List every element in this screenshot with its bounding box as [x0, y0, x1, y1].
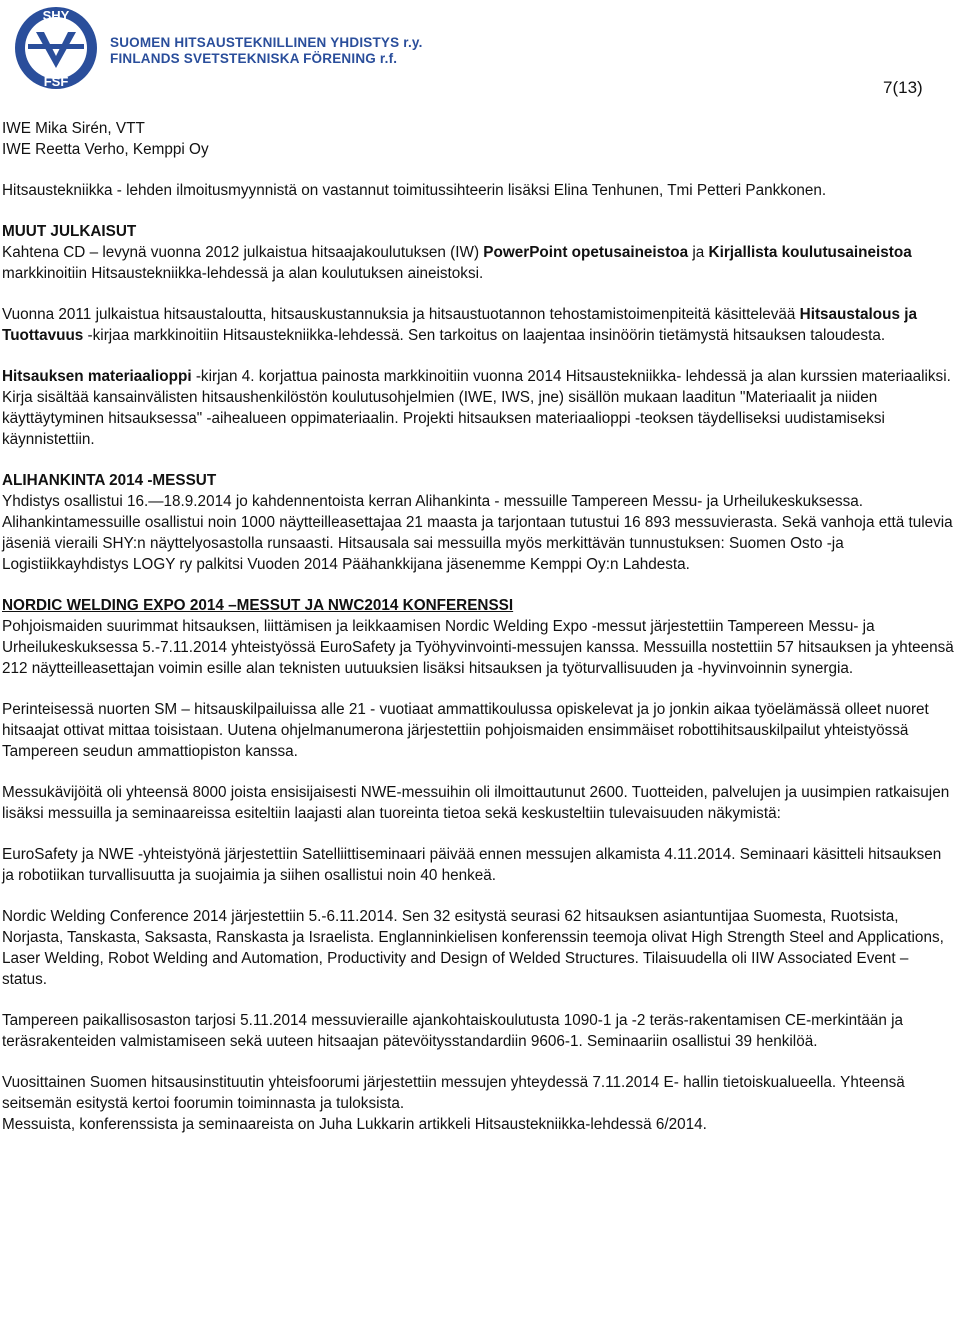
name-line-1: IWE Mika Sirén, VTT: [2, 120, 145, 137]
nordic-paragraph-1: Pohjoismaiden suurimmat hitsauksen, liittämisen ja leikkaamisen Nordic Welding Expo -messut järjestettiin Tampereen Messu- ja Urheilukeskuksessa 5.-7.11.2014 yhteistyössä EuroSafety ja Työhyvinvointi-messujen kanssa. Messuilla nostettiin 57 hitsauksen ja yhteensä 212 näytteilleasettajan voimin esille alan teknisten uutuuksien lisäksi hitsauksen ja työturvallisuuden ja -hyvinvoinnin synergia.: [2, 618, 954, 677]
muut-p1-text-c: ja: [688, 244, 709, 261]
nordic-paragraph-2: Perinteisessä nuorten SM – hitsauskilpailuissa alle 21 - vuotiaat ammattikoulussa opiskelevat ja jo jonkin aikaa työelämässä olleet nuoret hitsaajat ottivat mittaa toisistaan. Uutena ohjelmanumerona järjestettiin pohjoismaiden ensimmäiset robottihitsauskilpailut yhteistyössä Tampereen seudun ammattiopiston kanssa.: [2, 701, 929, 760]
muut-p2-text-a: Vuonna 2011 julkaistua hitsaustaloutta, hitsauskustannuksia ja hitsaustuotannon tehostamistoimenpiteitä käsittelevää: [2, 306, 800, 323]
logo-bottom-text: FSF: [43, 74, 69, 89]
muut-p3-text-b: -kirjan 4. korjattua painosta markkinoitiin vuonna 2014 Hitsaustekniikka- lehdessä ja alan kurssien materiaaliksi. Kirja sisältää kansainvälisten hitsaushenkilöstön koulutusohjelmien (IWE, IWS, jne) sisällön mukaan laaditun "Materiaalit ja niiden käyttäytyminen hitsauksessa" -aihealueen oppimateriaalin. Projekti hitsauksen materiaalioppi -teoksen täydelliseksi uudistamiseksi käynnistettiin.: [2, 368, 951, 448]
muut-paragraph-1: [2, 221, 957, 284]
muut-paragraph-3: [2, 366, 957, 450]
alihankinta-text: Yhdistys osallistui 16.—18.9.2014 jo kahdennentoista kerran Alihankinta - messuille Tampereen Messu- ja Urheilukeskuksessa. Alihankintamessuille osallistui noin 1000 näytteilleasettajaa 21 maasta ja tarjontaan tutustui 16 893 messuvierasta. Sekä vanhoja että tulevia jäseniä vieraili SHY:n näyttelyosastolla runsaasti. Hitsausala sai messuilla myös merkittävän tunnustuksen: Suomen Osto -ja Logistiikkayhdistys LOGY ry palkitsi Vuoden 2014 Päähankkijana jäsenemme Kemppi Oy:n Lahdesta.: [2, 493, 953, 573]
nordic-paragraph-4: EuroSafety ja NWE -yhteistyönä järjestettiin Satelliittiseminaari päivää ennen messujen alkamista 4.11.2014. Seminaari käsitteli hitsauksen ja robotiikan turvallisuutta ja suojaimia ja siihen osallistui noin 40 henkeä.: [2, 846, 942, 884]
muut-paragraph-2: [2, 304, 957, 346]
org-name-fi: SUOMEN HITSAUSTEKNILLINEN YHDISTYS r.y.: [110, 35, 423, 50]
names-block: [2, 118, 957, 160]
ads-paragraph: Hitsaustekniikka - lehden ilmoitusmyynnistä on vastannut toimitussihteerin lisäksi Elina Tenhunen, Tmi Petteri Pankkonen.: [2, 182, 827, 199]
materiaalioppi-title: Hitsauksen materiaalioppi: [2, 368, 192, 385]
alihankinta-section: [2, 470, 957, 575]
nordic-paragraph-7b: Messuista, konferenssista ja seminaareista on Juha Lukkarin artikkeli Hitsaustekniikka-lehdessä 6/2014.: [2, 1116, 707, 1133]
name-line-2: IWE Reetta Verho, Kemppi Oy: [2, 141, 209, 158]
nordic-paragraph-7: [2, 1072, 957, 1135]
organization-name: [110, 35, 423, 67]
muut-p1-text-a: Kahtena CD – levynä vuonna 2012 julkaistua hitsaajakoulutuksen (IW): [2, 244, 484, 261]
powerpoint-title: PowerPoint opetusaineistoa: [483, 244, 689, 261]
logo-top-text: SHY: [42, 8, 70, 23]
page-header: [0, 0, 960, 100]
muut-p2-text-c: -kirjaa markkinoitiin Hitsaustekniikka-lehdessä. Sen tarkoitus on laajentaa insinöörin tietämystä hitsauksen taloudesta.: [83, 327, 886, 344]
org-name-sv: FINLANDS SVETSTEKNISKA FÖRENING r.f.: [110, 51, 398, 66]
muut-heading: MUUT JULKAISUT: [2, 223, 137, 240]
page-number: 7(13): [883, 78, 923, 97]
kirjallista-title: Kirjallista koulutusaineistoa: [708, 244, 912, 261]
nordic-section: [2, 595, 957, 679]
shy-logo-icon: [8, 4, 104, 92]
document-body: [2, 118, 957, 1135]
alihankinta-heading: ALIHANKINTA 2014 -MESSUT: [2, 472, 217, 489]
nordic-paragraph-3: Messukävijöitä oli yhteensä 8000 joista ensisijaisesti NWE-messuihin oli ilmoittautunut 2600. Tuotteiden, palvelujen ja uusimpien ratkaisujen lisäksi messuilla ja seminaareissa esiteltiin laajasti alan tuoreinta tietoa sekä keskusteltiin tulevaisuuden näkymistä:: [2, 784, 950, 822]
hitsaustalous-title: Hitsaustalous ja Tuottavuus: [2, 306, 917, 344]
nordic-paragraph-7a: Vuosittainen Suomen hitsausinstituutin yhteisfoorumi järjestettiin messujen yhteydessä 7.11.2014 E- hallin tietoiskualueella. Yhteensä seitsemän esitystä kertoi foorumin toiminnasta ja tuloksista.: [2, 1074, 905, 1112]
nordic-paragraph-6: Tampereen paikallisosaston tarjosi 5.11.2014 messuvieraille ajankohtaiskoulutusta 1090-1 ja -2 teräs-rakentamisen CE-merkintään ja teräsrakenteiden valmistamiseen sekä uuteen hitsaajan pätevöitysstandardiin 9606-1. Seminaariin osallistui 39 henkilöä.: [2, 1012, 904, 1050]
muut-p1-text-e: markkinoitiin Hitsaustekniikka-lehdessä ja alan koulutuksen aineistoksi.: [2, 265, 484, 282]
nordic-heading: NORDIC WELDING EXPO 2014 –MESSUT JA NWC2014 KONFERENSSI: [2, 597, 514, 614]
nordic-paragraph-5: Nordic Welding Conference 2014 järjestettiin 5.-6.11.2014. Sen 32 esitystä seurasi 62 hitsauksen asiantuntijaa Suomesta, Ruotsista, Norjasta, Tanskasta, Saksasta, Ranskasta ja Israelista. Englanninkielisen konferenssin teemoja olivat High Strength Steel and Applications, Laser Welding, Robot Welding and Automation, Productivity and Design of Welded Structures. Tilaisuudella oli IIW Associated Event – status.: [2, 908, 944, 988]
